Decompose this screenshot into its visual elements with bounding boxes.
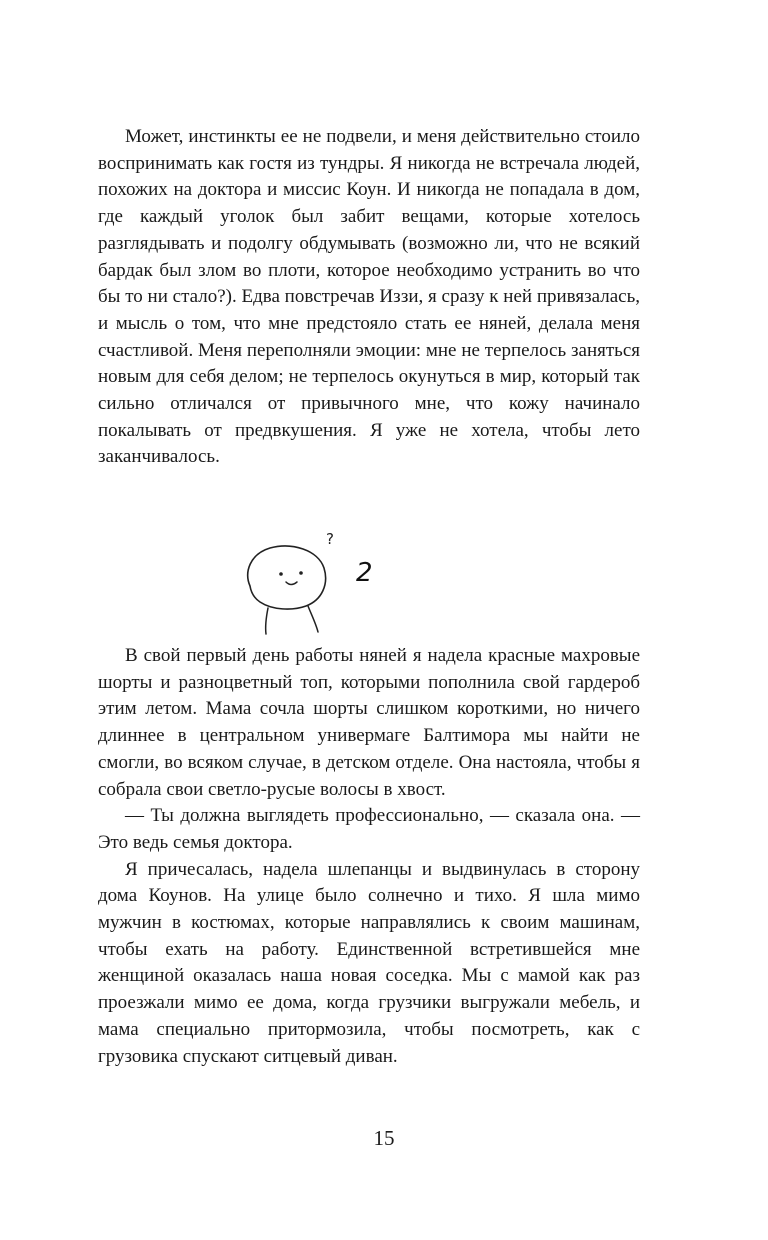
- chapter-number: 2: [356, 558, 373, 588]
- question-mark-doodle: ?: [326, 530, 334, 548]
- text-section-2: [98, 643, 640, 1070]
- paragraph: Я причесалась, надела шлепанцы и выдвинулась в сторону дома Коунов. На улице было солнечно и тихо. Я шла мимо мужчин в костюмах, которые направлялись к своим машинам, чтобы ехать на работу. Единственной встретившейся мне женщиной оказалась наша новая соседка. Мы с мамой как раз проезжали мимо ее дома, когда грузчики выгружали мебель, и мама специально притормозила, чтобы посмотреть, как с грузовика спускают ситцевый диван.: [98, 858, 640, 1067]
- paragraph: Может, инстинкты ее не подвели, и меня действительно стоило воспринимать как гостя из тундры. Я никогда не встречала людей, похожих на доктора и миссис Коун. И никогда не попадала в дом, где каждый уголок был забит вещами, которые хотелось разглядывать и подолгу обдумывать (возможно ли, что не всякий бардак был злом во плоти, которое необходимо устранить во что бы то ни стало?). Едва повстречав Иззи, я сразу к ней привязалась, и мысль о том, что мне предстояло стать ее няней, делала меня счастливой. Меня переполняли эмоции: мне не терпелось заняться новым для себя делом; не терпелось окунуться в мир, который так сильно отличался от привычного мне, что кожу начинало покалывать от предвкушения. Я уже не хотела, чтобы лето заканчивалось.: [98, 126, 640, 468]
- chapter-heading: [236, 528, 396, 638]
- text-section-1: [98, 124, 640, 471]
- paragraph: В свой первый день работы няней я надела красные махровые шорты и разноцветный топ, которыми пополнила свой гардероб этим летом. Мама сочла шорты слишком короткими, но ничего длиннее в центральном универмаге Балтимора мы найти не смогли, во всяком случае, в детском отделе. Она настояла, чтобы я собрала свои светло-русые волосы в хвост.: [98, 645, 640, 800]
- paragraph: — Ты должна выглядеть профессионально, — сказала она. — Это ведь семья доктора.: [98, 805, 640, 853]
- page-number: 15: [373, 1126, 395, 1150]
